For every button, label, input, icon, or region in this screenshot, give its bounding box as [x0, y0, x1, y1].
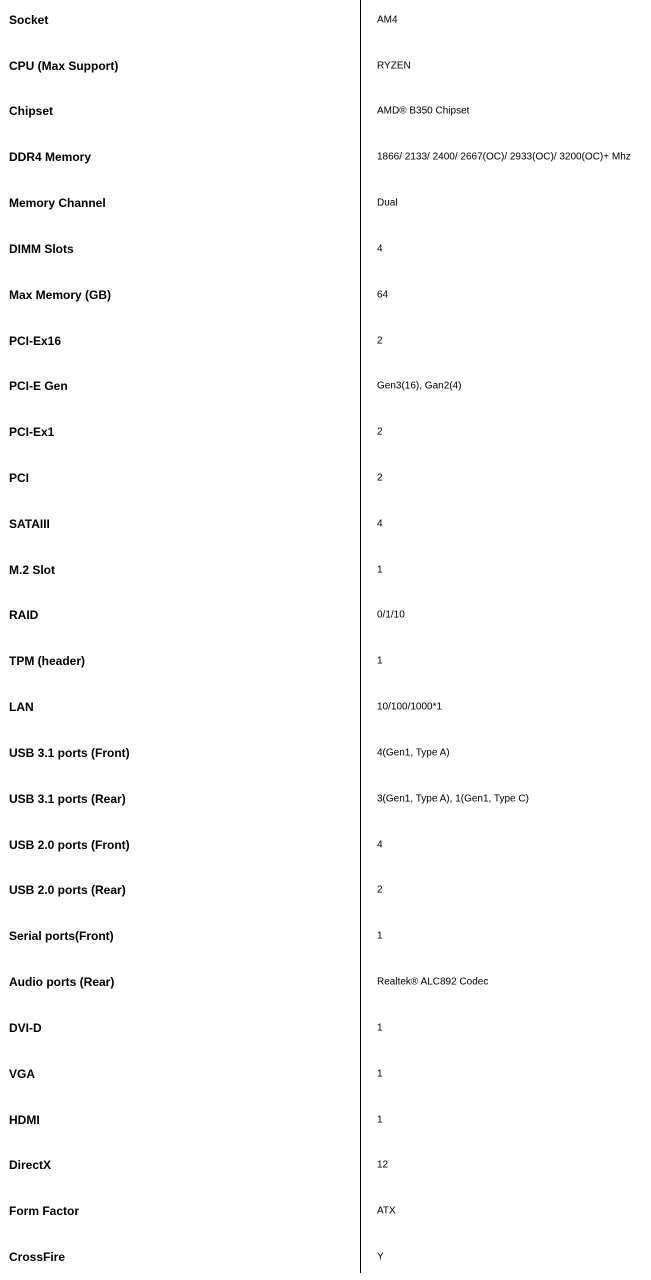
spec-value: 4: [377, 518, 383, 530]
spec-label: Form Factor: [9, 1204, 80, 1218]
spec-label: DirectX: [9, 1158, 52, 1172]
spec-value: 1: [377, 1114, 383, 1126]
spec-value: 4: [377, 839, 383, 851]
spec-row-dimm-slots: [0, 226, 651, 272]
spec-row-tpm: [0, 638, 651, 684]
spec-label: Audio ports (Rear): [9, 975, 115, 989]
spec-label: USB 3.1 ports (Front): [9, 746, 130, 760]
spec-value: 64: [377, 289, 389, 301]
spec-row-pci-ex1: [0, 409, 651, 455]
spec-label: DIMM Slots: [9, 242, 74, 256]
spec-label: USB 3.1 ports (Rear): [9, 792, 126, 806]
spec-value: 1: [377, 930, 383, 942]
spec-value: 3(Gen1, Type A), 1(Gen1, Type C): [377, 793, 529, 805]
spec-value: 1: [377, 1068, 383, 1080]
spec-label: LAN: [9, 700, 34, 714]
spec-value: 1: [377, 1022, 383, 1034]
spec-value: 10/100/1000*1: [377, 701, 443, 713]
spec-value: Dual: [377, 197, 398, 209]
spec-value: ATX: [377, 1205, 396, 1217]
spec-value: 4(Gen1, Type A): [377, 747, 450, 759]
spec-label: CrossFire: [9, 1250, 66, 1264]
spec-row-chipset: [0, 88, 651, 134]
spec-value: RYZEN: [377, 60, 411, 72]
spec-value: 12: [377, 1159, 389, 1171]
spec-row-form-factor: [0, 1188, 651, 1234]
spec-value: 2: [377, 884, 383, 896]
spec-row-socket: [0, 0, 651, 43]
spec-label: Socket: [9, 13, 49, 27]
spec-row-max-memory: [0, 272, 651, 318]
spec-label: PCI-Ex16: [9, 334, 62, 348]
spec-row-dvi-d: [0, 1005, 651, 1051]
spec-label: USB 2.0 ports (Front): [9, 838, 130, 852]
spec-label: DVI-D: [9, 1021, 42, 1035]
spec-row-vga: [0, 1051, 651, 1097]
spec-value: 1866/ 2133/ 2400/ 2667(OC)/ 2933(OC)/ 3200(OC)+ Mhz: [377, 151, 631, 163]
spec-row-usb31-front: [0, 730, 651, 776]
spec-row-cpu: [0, 43, 651, 89]
spec-row-crossfire: [0, 1234, 651, 1280]
spec-label: RAID: [9, 608, 39, 622]
spec-label: SATAIII: [9, 517, 50, 531]
spec-label: Chipset: [9, 104, 54, 118]
spec-label: M.2 Slot: [9, 563, 56, 577]
spec-label: PCI-E Gen: [9, 379, 68, 393]
spec-label: PCI: [9, 471, 30, 485]
spec-label: CPU (Max Support): [9, 59, 119, 73]
spec-row-audio-rear: [0, 959, 651, 1005]
spec-row-hdmi: [0, 1097, 651, 1143]
spec-value: 2: [377, 472, 383, 484]
spec-row-memory-channel: [0, 180, 651, 226]
spec-row-m2-slot: [0, 547, 651, 593]
spec-row-sataiii: [0, 501, 651, 547]
spec-row-raid: [0, 592, 651, 638]
spec-row-usb20-front: [0, 822, 651, 868]
spec-value: 4: [377, 243, 383, 255]
spec-label: Serial ports(Front): [9, 929, 114, 943]
spec-label: DDR4 Memory: [9, 150, 92, 164]
spec-row-ddr4-memory: [0, 134, 651, 180]
spec-value: 0/1/10: [377, 609, 405, 621]
spec-value: Realtek® ALC892 Codec: [377, 976, 489, 988]
spec-value: AM4: [377, 14, 398, 26]
spec-row-lan: [0, 684, 651, 730]
spec-value: 1: [377, 655, 383, 667]
spec-row-serial-front: [0, 913, 651, 959]
spec-label: PCI-Ex1: [9, 425, 55, 439]
spec-value: 1: [377, 564, 383, 576]
spec-label: HDMI: [9, 1113, 40, 1127]
spec-row-pci: [0, 455, 651, 501]
spec-value: Y: [377, 1251, 384, 1263]
spec-row-directx: [0, 1142, 651, 1188]
spec-label: Memory Channel: [9, 196, 106, 210]
spec-value: AMD® B350 Chipset: [377, 105, 470, 117]
spec-row-pci-ex16: [0, 318, 651, 364]
spec-row-pci-e-gen: [0, 363, 651, 409]
spec-value: 2: [377, 426, 383, 438]
spec-label: TPM (header): [9, 654, 86, 668]
spec-value: Gen3(16), Gan2(4): [377, 380, 462, 392]
spec-label: VGA: [9, 1067, 36, 1081]
spec-value: 2: [377, 335, 383, 347]
spec-label: USB 2.0 ports (Rear): [9, 883, 126, 897]
spec-row-usb31-rear: [0, 776, 651, 822]
spec-label: Max Memory (GB): [9, 288, 112, 302]
spec-row-usb20-rear: [0, 867, 651, 913]
